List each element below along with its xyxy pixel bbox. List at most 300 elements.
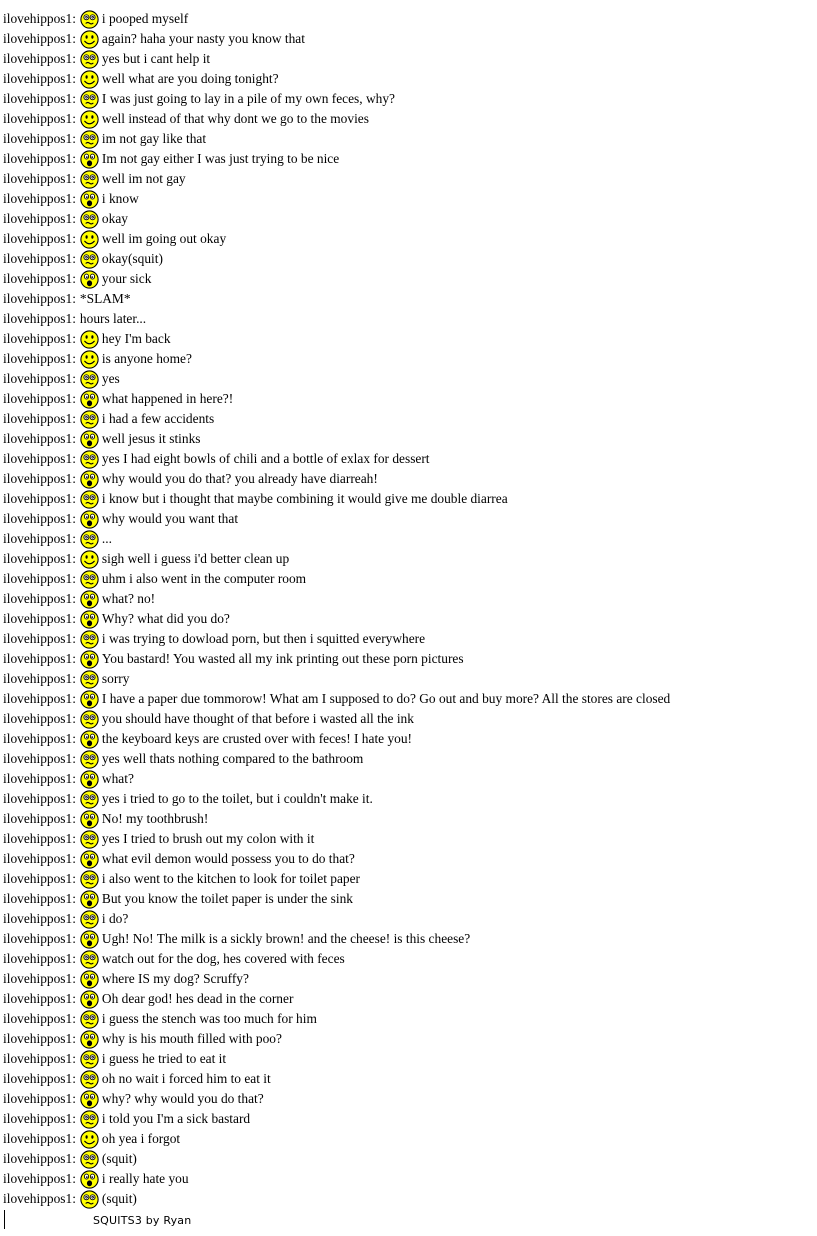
sender-colon: : (72, 411, 76, 426)
shocked-face-icon (80, 1030, 99, 1049)
message-text: I have a paper due tommorow! What am I supposed to do? Go out and buy more? All the stores are closed (101, 691, 671, 706)
chat-line (3, 349, 813, 369)
sender-colon: : (72, 91, 76, 106)
message-text: why? why would you do that? (101, 1091, 264, 1106)
sender-name: ilovehippos1 (3, 1031, 73, 1046)
sender-name: ilovehippos1 (3, 311, 73, 326)
sender-name: ilovehippos1 (3, 971, 73, 986)
message-text: I was just going to lay in a pile of my own feces, why? (101, 91, 395, 106)
message-text: well instead of that why dont we go to the movies (101, 111, 369, 126)
sender-colon: : (72, 1111, 76, 1126)
dizzy-face-icon (80, 1010, 99, 1029)
chat-line (3, 1089, 813, 1109)
sender-name: ilovehippos1 (3, 1111, 73, 1126)
sender-name: ilovehippos1 (3, 831, 73, 846)
chat-line (3, 29, 813, 49)
sender-name: ilovehippos1 (3, 51, 73, 66)
dizzy-face-icon (80, 830, 99, 849)
message-text: the keyboard keys are crusted over with feces! I hate you! (101, 731, 413, 746)
message-text: i know (101, 191, 139, 206)
message-text: oh no wait i forced him to eat it (101, 1071, 271, 1086)
sender-name: ilovehippos1 (3, 1051, 73, 1066)
dizzy-face-icon (80, 950, 99, 969)
message-text: i really hate you (101, 1171, 189, 1186)
sender-name: ilovehippos1 (3, 331, 73, 346)
sender-colon: : (72, 1151, 76, 1166)
sender-colon: : (72, 1171, 76, 1186)
message-text: (squit) (101, 1191, 137, 1206)
chat-line (3, 949, 813, 969)
dizzy-face-icon (80, 1070, 99, 1089)
sender-name: ilovehippos1 (3, 751, 73, 766)
chat-line (3, 609, 813, 629)
message-text: i guess he tried to eat it (101, 1051, 227, 1066)
sender-name: ilovehippos1 (3, 291, 73, 306)
smiley-face-icon (80, 330, 99, 349)
sender-colon: : (72, 951, 76, 966)
chat-line (3, 289, 813, 309)
shocked-face-icon (80, 690, 99, 709)
sender-colon: : (72, 571, 76, 586)
sender-name: ilovehippos1 (3, 1171, 73, 1186)
sender-colon: : (72, 1051, 76, 1066)
message-text: Im not gay either I was just trying to be nice (101, 151, 340, 166)
sender-colon: : (72, 691, 76, 706)
shocked-face-icon (80, 190, 99, 209)
sender-name: ilovehippos1 (3, 1011, 73, 1026)
message-text: Ugh! No! The milk is a sickly brown! and the cheese! is this cheese? (101, 931, 471, 946)
sender-colon: : (72, 191, 76, 206)
chat-line (3, 889, 813, 909)
sender-colon: : (72, 131, 76, 146)
sender-colon: : (72, 791, 76, 806)
chat-line (3, 649, 813, 669)
chat-line (3, 309, 813, 329)
sender-name: ilovehippos1 (3, 251, 73, 266)
sender-name: ilovehippos1 (3, 911, 73, 926)
message-text: (squit) (101, 1151, 137, 1166)
sender-name: ilovehippos1 (3, 1131, 73, 1146)
sender-name: ilovehippos1 (3, 171, 73, 186)
shocked-face-icon (80, 890, 99, 909)
chat-line (3, 769, 813, 789)
sender-colon: : (72, 611, 76, 626)
shocked-face-icon (80, 150, 99, 169)
chat-line (3, 829, 813, 849)
message-text: why would you want that (101, 511, 239, 526)
message-text: i pooped myself (101, 11, 189, 26)
shocked-face-icon (80, 810, 99, 829)
sender-colon: : (72, 991, 76, 1006)
message-text: hours later... (79, 311, 147, 326)
message-text: yes (101, 371, 120, 386)
sender-name: ilovehippos1 (3, 1071, 73, 1086)
sender-colon: : (72, 751, 76, 766)
dizzy-face-icon (80, 750, 99, 769)
sender-name: ilovehippos1 (3, 131, 73, 146)
message-text: well jesus it stinks (101, 431, 201, 446)
chat-line (3, 109, 813, 129)
dizzy-face-icon (80, 130, 99, 149)
smiley-face-icon (80, 110, 99, 129)
sender-colon: : (72, 271, 76, 286)
sender-name: ilovehippos1 (3, 631, 73, 646)
shocked-face-icon (80, 430, 99, 449)
sender-colon: : (72, 811, 76, 826)
sender-name: ilovehippos1 (3, 791, 73, 806)
chat-line (3, 9, 813, 29)
dizzy-face-icon (80, 670, 99, 689)
sender-name: ilovehippos1 (3, 731, 73, 746)
sender-colon: : (72, 311, 76, 326)
chat-line (3, 209, 813, 229)
sender-colon: : (72, 1011, 76, 1026)
chat-line (3, 49, 813, 69)
sender-name: ilovehippos1 (3, 511, 73, 526)
shocked-face-icon (80, 770, 99, 789)
chat-line (3, 629, 813, 649)
sender-name: ilovehippos1 (3, 551, 73, 566)
sender-colon: : (72, 231, 76, 246)
message-text: You bastard! You wasted all my ink printing out these porn pictures (101, 651, 464, 666)
sender-colon: : (72, 1131, 76, 1146)
sender-colon: : (72, 851, 76, 866)
chat-line (3, 589, 813, 609)
shocked-face-icon (80, 1170, 99, 1189)
chat-line (3, 509, 813, 529)
sender-colon: : (72, 771, 76, 786)
sender-colon: : (72, 451, 76, 466)
message-text: yes but i cant help it (101, 51, 211, 66)
sender-colon: : (72, 331, 76, 346)
sender-name: ilovehippos1 (3, 271, 73, 286)
sender-colon: : (72, 211, 76, 226)
chat-line (3, 189, 813, 209)
shocked-face-icon (80, 270, 99, 289)
sender-name: ilovehippos1 (3, 31, 73, 46)
message-text: what? (101, 771, 134, 786)
dizzy-face-icon (80, 1150, 99, 1169)
chat-line (3, 409, 813, 429)
dizzy-face-icon (80, 790, 99, 809)
sender-colon: : (72, 351, 76, 366)
sender-name: ilovehippos1 (3, 851, 73, 866)
sender-name: ilovehippos1 (3, 371, 73, 386)
sender-name: ilovehippos1 (3, 391, 73, 406)
chat-line (3, 89, 813, 109)
sender-colon: : (72, 471, 76, 486)
message-text: i know but i thought that maybe combining it would give me double diarrea (101, 491, 508, 506)
sender-colon: : (72, 731, 76, 746)
message-text: oh yea i forgot (101, 1131, 181, 1146)
message-text: sorry (101, 671, 130, 686)
message-text: hey I'm back (101, 331, 171, 346)
message-text: well im not gay (101, 171, 186, 186)
message-text: ... (101, 531, 112, 546)
message-text: i told you I'm a sick bastard (101, 1111, 251, 1126)
chat-line (3, 149, 813, 169)
sender-colon: : (72, 491, 76, 506)
chat-line (3, 749, 813, 769)
chat-line (3, 969, 813, 989)
shocked-face-icon (80, 390, 99, 409)
message-text: i had a few accidents (101, 411, 215, 426)
chat-line (3, 809, 813, 829)
sender-colon: : (72, 971, 76, 986)
chat-line (3, 169, 813, 189)
sender-name: ilovehippos1 (3, 231, 73, 246)
dizzy-face-icon (80, 490, 99, 509)
dizzy-face-icon (80, 570, 99, 589)
sender-colon: : (72, 171, 76, 186)
chat-line (3, 989, 813, 1009)
sender-name: ilovehippos1 (3, 651, 73, 666)
sender-colon: : (72, 371, 76, 386)
sender-colon: : (72, 511, 76, 526)
smiley-face-icon (80, 30, 99, 49)
dizzy-face-icon (80, 870, 99, 889)
sender-name: ilovehippos1 (3, 991, 73, 1006)
chat-line (3, 849, 813, 869)
sender-colon: : (72, 931, 76, 946)
message-text: yes i tried to go to the toilet, but i couldn't make it. (101, 791, 373, 806)
chat-line (3, 869, 813, 889)
smiley-face-icon (80, 1130, 99, 1149)
sender-colon: : (72, 11, 76, 26)
chat-line (3, 729, 813, 749)
sender-colon: : (72, 631, 76, 646)
chat-line (3, 909, 813, 929)
message-text: i do? (101, 911, 129, 926)
message-text: uhm i also went in the computer room (101, 571, 307, 586)
dizzy-face-icon (80, 370, 99, 389)
message-text: where IS my dog? Scruffy? (101, 971, 249, 986)
shocked-face-icon (80, 990, 99, 1009)
chat-line (3, 269, 813, 289)
dizzy-face-icon (80, 530, 99, 549)
message-text: *SLAM* (79, 291, 131, 306)
chat-line (3, 709, 813, 729)
sender-name: ilovehippos1 (3, 711, 73, 726)
sender-name: ilovehippos1 (3, 191, 73, 206)
sender-colon: : (72, 911, 76, 926)
chat-line (3, 669, 813, 689)
chat-line (3, 449, 813, 469)
sender-colon: : (72, 831, 76, 846)
shocked-face-icon (80, 610, 99, 629)
chat-log (3, 9, 813, 1209)
sender-name: ilovehippos1 (3, 71, 73, 86)
sender-name: ilovehippos1 (3, 611, 73, 626)
sender-name: ilovehippos1 (3, 451, 73, 466)
sender-colon: : (72, 711, 76, 726)
dizzy-face-icon (80, 910, 99, 929)
sender-colon: : (72, 71, 76, 86)
chat-line (3, 1169, 813, 1189)
dizzy-face-icon (80, 10, 99, 29)
sender-name: ilovehippos1 (3, 1091, 73, 1106)
message-text: what? no! (101, 591, 156, 606)
chat-line (3, 549, 813, 569)
sender-name: ilovehippos1 (3, 471, 73, 486)
message-text: i also went to the kitchen to look for toilet paper (101, 871, 360, 886)
chat-line (3, 369, 813, 389)
message-text: well im going out okay (101, 231, 227, 246)
chat-line (3, 569, 813, 589)
sender-name: ilovehippos1 (3, 891, 73, 906)
sender-name: ilovehippos1 (3, 211, 73, 226)
message-text: yes I tried to brush out my colon with it (101, 831, 315, 846)
message-text: why is his mouth filled with poo? (101, 1031, 282, 1046)
message-text: okay (101, 211, 128, 226)
dizzy-face-icon (80, 50, 99, 69)
message-text: im not gay like that (101, 131, 207, 146)
chat-line (3, 1109, 813, 1129)
sender-colon: : (72, 671, 76, 686)
sender-name: ilovehippos1 (3, 1191, 73, 1206)
message-text: your sick (101, 271, 152, 286)
dizzy-face-icon (80, 250, 99, 269)
shocked-face-icon (80, 970, 99, 989)
sender-colon: : (72, 431, 76, 446)
message-text: sigh well i guess i'd better clean up (101, 551, 290, 566)
message-text: okay(squit) (101, 251, 163, 266)
smiley-face-icon (80, 550, 99, 569)
chat-line (3, 1069, 813, 1089)
chat-line (3, 229, 813, 249)
sender-colon: : (72, 391, 76, 406)
sender-colon: : (72, 531, 76, 546)
sender-colon: : (72, 871, 76, 886)
message-text: i guess the stench was too much for him (101, 1011, 317, 1026)
message-text: Oh dear god! hes dead in the corner (101, 991, 294, 1006)
sender-name: ilovehippos1 (3, 951, 73, 966)
sender-name: ilovehippos1 (3, 571, 73, 586)
sender-name: ilovehippos1 (3, 931, 73, 946)
message-text: No! my toothbrush! (101, 811, 209, 826)
message-text: watch out for the dog, hes covered with feces (101, 951, 345, 966)
message-text: is anyone home? (101, 351, 192, 366)
message-text: again? haha your nasty you know that (101, 31, 305, 46)
chat-line (3, 1129, 813, 1149)
message-text: yes well thats nothing compared to the bathroom (101, 751, 364, 766)
chat-line (3, 1029, 813, 1049)
shocked-face-icon (80, 510, 99, 529)
dizzy-face-icon (80, 450, 99, 469)
message-text: Why? what did you do? (101, 611, 230, 626)
sender-colon: : (72, 651, 76, 666)
sender-colon: : (72, 111, 76, 126)
sender-name: ilovehippos1 (3, 111, 73, 126)
message-text: But you know the toilet paper is under the sink (101, 891, 353, 906)
sender-colon: : (72, 591, 76, 606)
sender-name: ilovehippos1 (3, 411, 73, 426)
chat-line (3, 1149, 813, 1169)
chat-line (3, 69, 813, 89)
footer-credit: SQUITS3 by Ryan (93, 1214, 192, 1227)
sender-colon: : (72, 151, 76, 166)
sender-colon: : (72, 291, 76, 306)
message-text: why would you do that? you already have diarreah! (101, 471, 378, 486)
sender-name: ilovehippos1 (3, 531, 73, 546)
message-text: well what are you doing tonight? (101, 71, 279, 86)
sender-colon: : (72, 31, 76, 46)
sender-name: ilovehippos1 (3, 591, 73, 606)
shocked-face-icon (80, 470, 99, 489)
dizzy-face-icon (80, 170, 99, 189)
sender-name: ilovehippos1 (3, 11, 73, 26)
sender-colon: : (72, 891, 76, 906)
message-text: i was trying to dowload porn, but then i squitted everywhere (101, 631, 426, 646)
chat-line (3, 389, 813, 409)
sender-name: ilovehippos1 (3, 871, 73, 886)
dizzy-face-icon (80, 630, 99, 649)
chat-line (3, 489, 813, 509)
sender-name: ilovehippos1 (3, 1151, 73, 1166)
chat-line (3, 249, 813, 269)
dizzy-face-icon (80, 1110, 99, 1129)
sender-name: ilovehippos1 (3, 91, 73, 106)
chat-line (3, 1189, 813, 1209)
dizzy-face-icon (80, 710, 99, 729)
shocked-face-icon (80, 930, 99, 949)
message-text: what happened in here?! (101, 391, 234, 406)
shocked-face-icon (80, 1090, 99, 1109)
chat-line (3, 429, 813, 449)
smiley-face-icon (80, 70, 99, 89)
shocked-face-icon (80, 850, 99, 869)
chat-line (3, 1049, 813, 1069)
chat-line (3, 789, 813, 809)
text-caret (4, 1210, 5, 1229)
message-text: you should have thought of that before i wasted all the ink (101, 711, 414, 726)
chat-line (3, 529, 813, 549)
sender-name: ilovehippos1 (3, 771, 73, 786)
sender-name: ilovehippos1 (3, 351, 73, 366)
sender-colon: : (72, 1191, 76, 1206)
dizzy-face-icon (80, 1190, 99, 1209)
sender-colon: : (72, 1071, 76, 1086)
sender-name: ilovehippos1 (3, 491, 73, 506)
chat-line (3, 469, 813, 489)
chat-line (3, 129, 813, 149)
sender-colon: : (72, 251, 76, 266)
message-text: yes I had eight bowls of chili and a bottle of exlax for dessert (101, 451, 430, 466)
sender-colon: : (72, 551, 76, 566)
sender-colon: : (72, 1031, 76, 1046)
chat-line (3, 929, 813, 949)
sender-colon: : (72, 51, 76, 66)
shocked-face-icon (80, 730, 99, 749)
sender-name: ilovehippos1 (3, 691, 73, 706)
sender-name: ilovehippos1 (3, 671, 73, 686)
chat-line (3, 689, 813, 709)
smiley-face-icon (80, 350, 99, 369)
shocked-face-icon (80, 590, 99, 609)
sender-colon: : (72, 1091, 76, 1106)
message-text: what evil demon would possess you to do that? (101, 851, 355, 866)
sender-name: ilovehippos1 (3, 811, 73, 826)
smiley-face-icon (80, 230, 99, 249)
dizzy-face-icon (80, 410, 99, 429)
chat-line (3, 329, 813, 349)
dizzy-face-icon (80, 210, 99, 229)
sender-name: ilovehippos1 (3, 151, 73, 166)
chat-line (3, 1009, 813, 1029)
sender-name: ilovehippos1 (3, 431, 73, 446)
shocked-face-icon (80, 650, 99, 669)
dizzy-face-icon (80, 1050, 99, 1069)
